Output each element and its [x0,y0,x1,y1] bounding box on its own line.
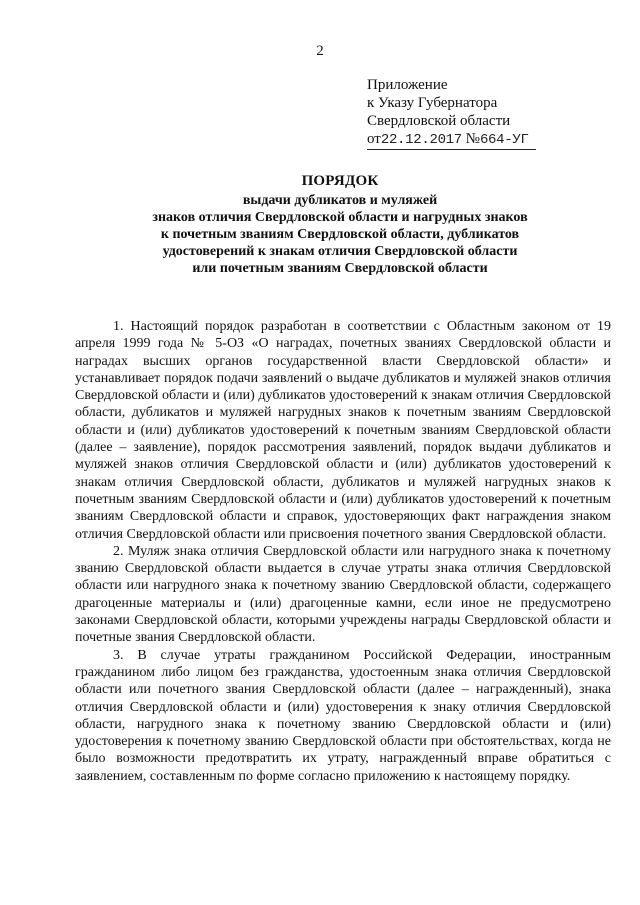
paragraph-2: 2. Муляж знака отличия Свердловской области или нагрудного знака к почетному званию Свердловской области выдается в случае утраты знака отличия Свердловской области или нагрудного знака к почетному званию Свердловской области, содержащего драгоценные материалы и (или) драгоценные камни, если иное не предусмотрено законами Свердловской области, которыми учреждены награды Свердловской области и почетные звания Свердловской области. [75,543,611,646]
appendix-block [367,76,617,150]
paragraph-3: 3. В случае утраты гражданином Российской Федерации, иностранным гражданином либо лицом без гражданства, удостоенным знака отличия Свердловской области или почетного звания Свердловской области (далее – награжденный), знака отличия Свердловской области и (или) удостоверения к знаку отличия Свердловской области, нагрудного знака к почетному званию Свердловской области и (или) удостоверения к почетному званию Свердловской области при обстоятельствах, когда не было возможности предотвратить их утрату, награжденный вправе обратиться с заявлением, составленным по форме согласно приложению к настоящему порядку. [75,647,611,784]
page-number: 2 [316,43,324,59]
document-body [75,318,611,785]
appendix-date-number [367,130,617,150]
title-line: к почетным званиям Свердловской области, дубликатов [160,227,520,242]
appendix-region: Свердловской области [367,113,511,129]
number-prefix: № [465,131,480,147]
document-title [60,172,620,277]
title-line: удостоверений к знакам отличия Свердловской области [162,244,518,259]
title-line: выдачи дубликатов и муляжей [242,193,438,208]
decree-date-line [367,131,536,150]
appendix-decree-ref: к Указу Губернатора [367,95,498,111]
date-prefix: от [367,131,381,147]
title-main: ПОРЯДОК [301,173,379,189]
decree-number: 664-УГ [479,132,529,148]
paragraph-1: 1. Настоящий порядок разработан в соответствии с Областным законом от 19 апреля 1999 года № 5-ОЗ «О наградах, почетных званиях Свердловской области и наградах высших органов государственной власти Свердловской области» и устанавливает порядок подачи заявлений о выдаче дубликатов и муляжей знаков отличия Свердловской области и (или) дубликатов удостоверений к знакам отличия Свердловской области, дубликатов и муляжей нагрудных знаков к почетным званиям Свердловской области и (или) дубликатов удостоверений к почетным званиям Свердловской области (далее – заявление), порядок рассмотрения заявлений, порядок выдачи дубликатов и муляжей знаков отличия Свердловской области и (или) дубликатов удостоверений к знакам отличия Свердловской области, дубликатов и муляжей нагрудных знаков к почетным званиям Свердловской области и (или) дубликатов удостоверений к почетным званиям Свердловской области и справок, удостоверяющих факт награждения знаком отличия Свердловской области или присвоения почетного звания Свердловской области. [75,319,611,542]
title-line: знаков отличия Свердловской области и нагрудных знаков [152,210,528,225]
title-line: или почетным званиям Свердловской области [192,261,488,276]
appendix-label: Приложение [367,77,448,93]
decree-date: 22.12.2017 [380,132,462,148]
